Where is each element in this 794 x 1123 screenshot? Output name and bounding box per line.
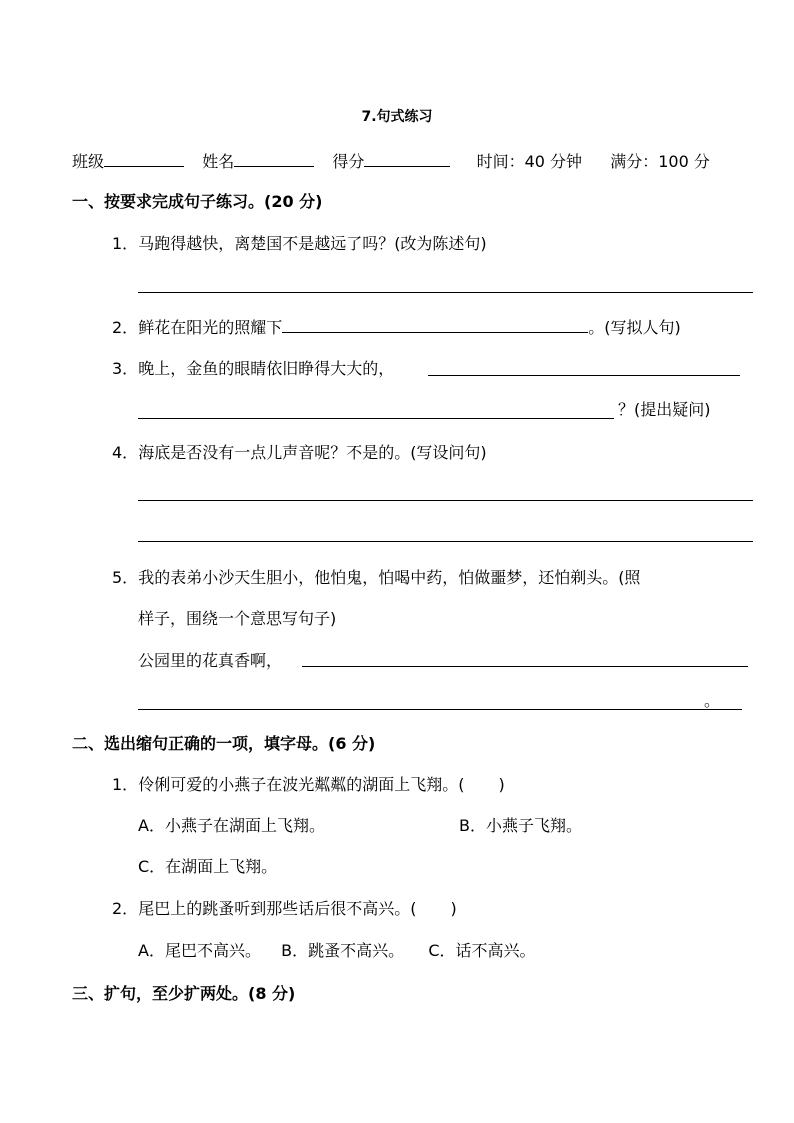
section1-heading: 一、按要求完成句子练习。(20 分) xyxy=(72,192,323,211)
s1-q4-answer-line-1[interactable] xyxy=(138,500,753,501)
s2-q1-option-a: A．小燕子在湖面上飞翔。 xyxy=(138,816,325,835)
s1-q5-number: 5． xyxy=(112,568,139,587)
s2-q2-option-b: B．跳蚤不高兴。 xyxy=(281,941,405,960)
s1-q2-answer-blank[interactable] xyxy=(282,316,588,333)
s2-q2 xyxy=(112,898,457,920)
s1-q5-answer-line-1[interactable] xyxy=(302,666,748,667)
full-score-label: 满分：100 分 xyxy=(610,152,710,171)
s1-q2 xyxy=(112,316,681,339)
name-field[interactable] xyxy=(234,150,314,167)
s1-q3-line2-end: ？(提出疑问) xyxy=(618,400,711,419)
name-label: 姓名 xyxy=(202,152,235,171)
s2-q2-option-a: A．尾巴不高兴。 xyxy=(138,941,261,960)
s2-q1-number: 1． xyxy=(112,775,139,794)
page-title: 7.句式练习 xyxy=(361,109,433,125)
s2-q2-options xyxy=(138,940,536,962)
score-label: 得分 xyxy=(332,152,365,171)
s1-q4-text: 海底是否没有一点儿声音呢？不是的。(写设问句) xyxy=(138,443,487,462)
section3-heading: 三、扩句，至少扩两处。(8 分) xyxy=(72,984,296,1003)
s2-q2-number: 2． xyxy=(112,899,139,918)
class-label: 班级 xyxy=(72,152,105,171)
s1-q2-text-before: 鲜花在阳光的照耀下 xyxy=(138,318,283,337)
s2-q1-option-c: C．在湖面上飞翔。 xyxy=(138,857,278,876)
s2-q2-option-c: C．话不高兴。 xyxy=(428,941,536,960)
header-row xyxy=(72,150,710,173)
s1-q1-answer-line[interactable] xyxy=(138,292,753,293)
s1-q4-answer-line-2[interactable] xyxy=(138,541,753,542)
score-field[interactable] xyxy=(364,150,450,167)
s1-q3-answer-line-2[interactable] xyxy=(138,418,614,419)
s1-q4-number: 4． xyxy=(112,443,139,462)
s1-q5-prompt: 公园里的花真香啊， xyxy=(138,651,283,670)
s2-q2-close: ) xyxy=(450,899,457,918)
s2-q1-close: ) xyxy=(498,775,505,794)
s1-q3-number: 3． xyxy=(112,359,139,378)
s1-q5-answer-line-2[interactable] xyxy=(138,709,742,710)
s1-q5 xyxy=(112,567,640,589)
s2-q1-text: 伶俐可爱的小燕子在波光粼粼的湖面上飞翔。( xyxy=(138,775,465,794)
s2-q2-text: 尾巴上的跳蚤听到那些话后很不高兴。( xyxy=(138,899,417,918)
s1-q1 xyxy=(112,233,487,255)
s1-q1-text: 马跑得越快，离楚国不是越远了吗？(改为陈述句) xyxy=(138,234,487,253)
section2-heading: 二、选出缩句正确的一项，填字母。(6 分) xyxy=(72,734,376,753)
s1-q5-line2: 样子，围绕一个意思写句子) xyxy=(138,609,337,628)
time-label: 时间：40 分钟 xyxy=(476,152,583,171)
s1-q3-answer-line-1[interactable] xyxy=(428,375,740,376)
s1-q2-text-after: 。(写拟人句) xyxy=(588,318,681,337)
s1-q3-text-before: 晚上，金鱼的眼睛依旧睁得大大的， xyxy=(138,359,395,378)
s1-q5-end-mark: 。 xyxy=(704,691,721,710)
s2-q1 xyxy=(112,774,505,796)
s1-q2-number: 2． xyxy=(112,318,139,337)
s2-q1-option-b: B．小燕子飞翔。 xyxy=(459,816,582,835)
s1-q1-number: 1． xyxy=(112,234,139,253)
class-field[interactable] xyxy=(104,150,184,167)
s1-q3 xyxy=(112,358,394,380)
s1-q4 xyxy=(112,442,487,464)
s1-q5-line1: 我的表弟小沙天生胆小，他怕鬼，怕喝中药，怕做噩梦，还怕剃头。(照 xyxy=(138,568,641,587)
